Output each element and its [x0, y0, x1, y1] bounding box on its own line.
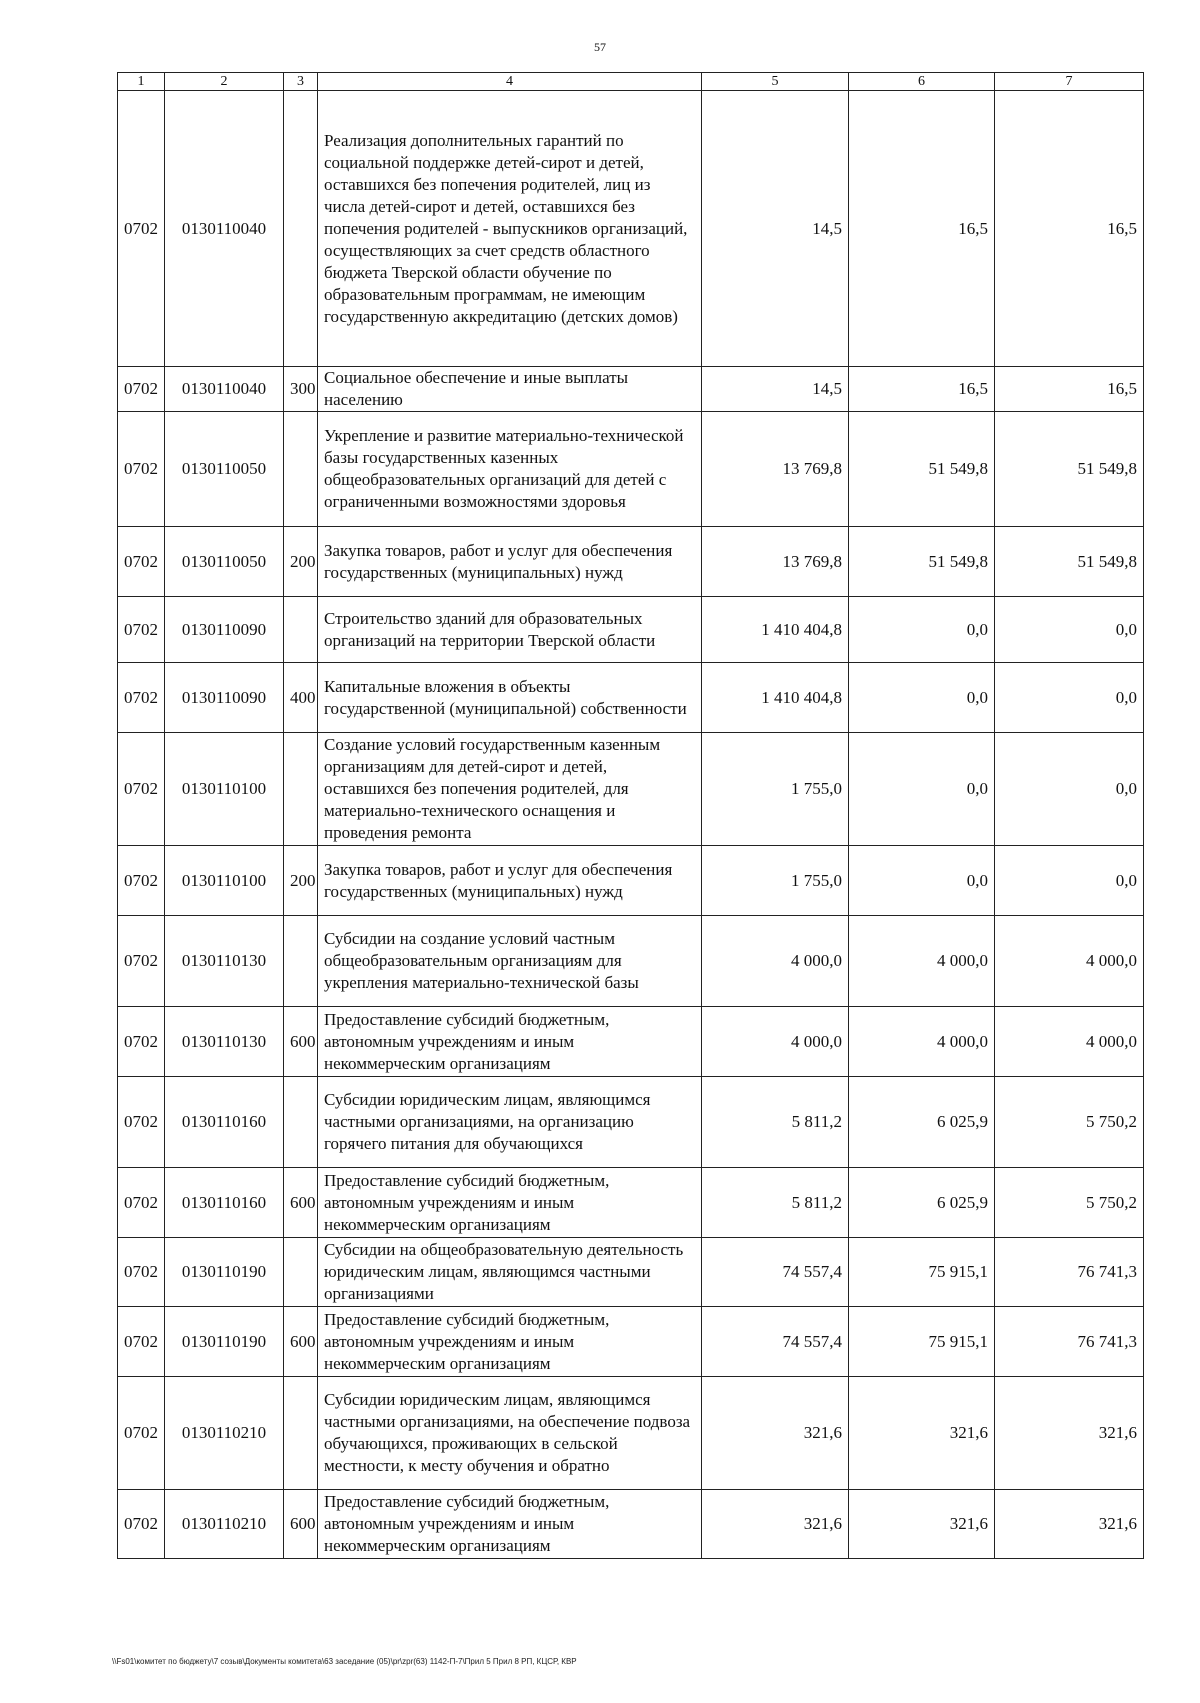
table-row: [118, 1168, 1144, 1238]
column-header: 5: [702, 73, 849, 91]
amount-year-3: 51 549,8: [995, 412, 1144, 527]
expense-type-code: [284, 1077, 318, 1168]
amount-year-2: 321,6: [849, 1490, 995, 1559]
item-name: Социальное обеспечение и иные выплаты населению: [318, 367, 702, 412]
expense-type-code: 200: [284, 846, 318, 916]
amount-year-1: 13 769,8: [702, 527, 849, 597]
amount-year-2: 51 549,8: [849, 412, 995, 527]
amount-year-3: 4 000,0: [995, 1007, 1144, 1077]
section-code: 0702: [118, 1307, 165, 1377]
item-name: Капитальные вложения в объекты государственной (муниципальной) собственности: [318, 663, 702, 733]
amount-year-1: 1 410 404,8: [702, 597, 849, 663]
amount-year-1: 321,6: [702, 1490, 849, 1559]
amount-year-2: 6 025,9: [849, 1168, 995, 1238]
amount-year-2: 4 000,0: [849, 916, 995, 1007]
table-row: [118, 663, 1144, 733]
target-article-code: 0130110190: [165, 1307, 284, 1377]
amount-year-3: 76 741,3: [995, 1307, 1144, 1377]
amount-year-3: 5 750,2: [995, 1077, 1144, 1168]
amount-year-1: 1 410 404,8: [702, 663, 849, 733]
amount-year-1: 4 000,0: [702, 1007, 849, 1077]
column-header: 7: [995, 73, 1144, 91]
section-code: 0702: [118, 412, 165, 527]
table-row: [118, 1307, 1144, 1377]
item-name: Создание условий государственным казенным организациям для детей-сирот и детей, оставшихся без попечения родителей, для материально-технического оснащения и проведения ремонта: [318, 733, 702, 846]
amount-year-2: 51 549,8: [849, 527, 995, 597]
item-name: Закупка товаров, работ и услуг для обеспечения государственных (муниципальных) нужд: [318, 527, 702, 597]
column-header: 2: [165, 73, 284, 91]
expense-type-code: [284, 916, 318, 1007]
amount-year-3: 321,6: [995, 1377, 1144, 1490]
target-article-code: 0130110160: [165, 1077, 284, 1168]
table-row: [118, 1490, 1144, 1559]
amount-year-2: 0,0: [849, 663, 995, 733]
section-code: 0702: [118, 1168, 165, 1238]
amount-year-1: 5 811,2: [702, 1077, 849, 1168]
table-row: [118, 846, 1144, 916]
expense-type-code: 600: [284, 1168, 318, 1238]
amount-year-1: 4 000,0: [702, 916, 849, 1007]
section-code: 0702: [118, 597, 165, 663]
target-article-code: 0130110210: [165, 1490, 284, 1559]
amount-year-2: 0,0: [849, 597, 995, 663]
amount-year-1: 5 811,2: [702, 1168, 849, 1238]
table-row: [118, 733, 1144, 846]
target-article-code: 0130110050: [165, 412, 284, 527]
amount-year-2: 4 000,0: [849, 1007, 995, 1077]
amount-year-1: 321,6: [702, 1377, 849, 1490]
target-article-code: 0130110090: [165, 663, 284, 733]
table-row: [118, 1377, 1144, 1490]
amount-year-3: 16,5: [995, 367, 1144, 412]
page-number: 57: [594, 40, 606, 54]
expense-type-code: [284, 91, 318, 367]
item-name: Реализация дополнительных гарантий по социальной поддержке детей-сирот и детей, оставшихся без попечения родителей, лиц из числа детей-сирот и детей, оставшихся без попечения родителей - выпускников организаций, осуществляющих за счет средств областного бюджета Тверской области обучение по образовательным программам, не имеющим государственную аккредитацию (детских домов): [318, 91, 702, 367]
item-name: Субсидии юридическим лицам, являющимся частными организациями, на обеспечение подвоза обучающихся, проживающих в сельской местности, к месту обучения и обратно: [318, 1377, 702, 1490]
target-article-code: 0130110100: [165, 846, 284, 916]
table-row: [118, 367, 1144, 412]
item-name: Субсидии на создание условий частным общеобразовательным организациям для укрепления материально-технической базы: [318, 916, 702, 1007]
amount-year-2: 75 915,1: [849, 1307, 995, 1377]
expense-type-code: 600: [284, 1007, 318, 1077]
target-article-code: 0130110040: [165, 91, 284, 367]
amount-year-1: 1 755,0: [702, 733, 849, 846]
amount-year-2: 0,0: [849, 846, 995, 916]
expense-type-code: [284, 597, 318, 663]
table-row: [118, 412, 1144, 527]
amount-year-1: 74 557,4: [702, 1238, 849, 1307]
item-name: Субсидии юридическим лицам, являющимся частными организациями, на организацию горячего питания для обучающихся: [318, 1077, 702, 1168]
target-article-code: 0130110050: [165, 527, 284, 597]
amount-year-3: 51 549,8: [995, 527, 1144, 597]
amount-year-3: 0,0: [995, 733, 1144, 846]
amount-year-2: 16,5: [849, 91, 995, 367]
section-code: 0702: [118, 1007, 165, 1077]
target-article-code: 0130110190: [165, 1238, 284, 1307]
amount-year-3: 321,6: [995, 1490, 1144, 1559]
section-code: 0702: [118, 1077, 165, 1168]
item-name: Предоставление субсидий бюджетным, автономным учреждениям и иным некоммерческим организациям: [318, 1168, 702, 1238]
amount-year-3: 0,0: [995, 846, 1144, 916]
section-code: 0702: [118, 916, 165, 1007]
amount-year-2: 6 025,9: [849, 1077, 995, 1168]
expense-type-code: 300: [284, 367, 318, 412]
amount-year-2: 0,0: [849, 733, 995, 846]
item-name: Укрепление и развитие материально-технической базы государственных казенных общеобразовательных организаций для детей с ограниченными возможностями здоровья: [318, 412, 702, 527]
expense-type-code: 600: [284, 1307, 318, 1377]
section-code: 0702: [118, 91, 165, 367]
expense-type-code: [284, 1238, 318, 1307]
table-row: [118, 1238, 1144, 1307]
budget-table: [117, 72, 1144, 1559]
amount-year-3: 76 741,3: [995, 1238, 1144, 1307]
amount-year-2: 16,5: [849, 367, 995, 412]
item-name: Предоставление субсидий бюджетным, автономным учреждениям и иным некоммерческим организациям: [318, 1490, 702, 1559]
target-article-code: 0130110130: [165, 916, 284, 1007]
amount-year-3: 5 750,2: [995, 1168, 1144, 1238]
column-header-row: [118, 73, 1144, 91]
amount-year-3: 0,0: [995, 597, 1144, 663]
section-code: 0702: [118, 846, 165, 916]
amount-year-1: 14,5: [702, 91, 849, 367]
section-code: 0702: [118, 733, 165, 846]
expense-type-code: 200: [284, 527, 318, 597]
target-article-code: 0130110160: [165, 1168, 284, 1238]
amount-year-3: 16,5: [995, 91, 1144, 367]
column-header: 6: [849, 73, 995, 91]
target-article-code: 0130110090: [165, 597, 284, 663]
expense-type-code: [284, 1377, 318, 1490]
item-name: Предоставление субсидий бюджетным, автономным учреждениям и иным некоммерческим организациям: [318, 1007, 702, 1077]
target-article-code: 0130110100: [165, 733, 284, 846]
section-code: 0702: [118, 663, 165, 733]
column-header: 1: [118, 73, 165, 91]
target-article-code: 0130110210: [165, 1377, 284, 1490]
column-header: 3: [284, 73, 318, 91]
amount-year-1: 14,5: [702, 367, 849, 412]
amount-year-1: 74 557,4: [702, 1307, 849, 1377]
item-name: Субсидии на общеобразовательную деятельность юридическим лицам, являющимся частными организациями: [318, 1238, 702, 1307]
amount-year-1: 1 755,0: [702, 846, 849, 916]
item-name: Строительство зданий для образовательных организаций на территории Тверской области: [318, 597, 702, 663]
target-article-code: 0130110130: [165, 1007, 284, 1077]
section-code: 0702: [118, 1238, 165, 1307]
section-code: 0702: [118, 1490, 165, 1559]
expense-type-code: [284, 733, 318, 846]
table-row: [118, 597, 1144, 663]
expense-type-code: 600: [284, 1490, 318, 1559]
expense-type-code: 400: [284, 663, 318, 733]
amount-year-2: 75 915,1: [849, 1238, 995, 1307]
table-row: [118, 1077, 1144, 1168]
expense-type-code: [284, 412, 318, 527]
amount-year-3: 4 000,0: [995, 916, 1144, 1007]
section-code: 0702: [118, 527, 165, 597]
section-code: 0702: [118, 1377, 165, 1490]
table-row: [118, 527, 1144, 597]
table-row: [118, 916, 1144, 1007]
section-code: 0702: [118, 367, 165, 412]
table-row: [118, 91, 1144, 367]
item-name: Закупка товаров, работ и услуг для обеспечения государственных (муниципальных) нужд: [318, 846, 702, 916]
footer-file-path: \\Fs01\комитет по бюджету\7 созыв\Документы комитета\63 заседание (05)\pr\zpr(63) 1142-П-7\Прил 5 Прил 8 РП, КЦСР, КВР: [112, 1657, 577, 1666]
table-row: [118, 1007, 1144, 1077]
amount-year-3: 0,0: [995, 663, 1144, 733]
column-header: 4: [318, 73, 702, 91]
item-name: Предоставление субсидий бюджетным, автономным учреждениям и иным некоммерческим организациям: [318, 1307, 702, 1377]
amount-year-2: 321,6: [849, 1377, 995, 1490]
amount-year-1: 13 769,8: [702, 412, 849, 527]
target-article-code: 0130110040: [165, 367, 284, 412]
